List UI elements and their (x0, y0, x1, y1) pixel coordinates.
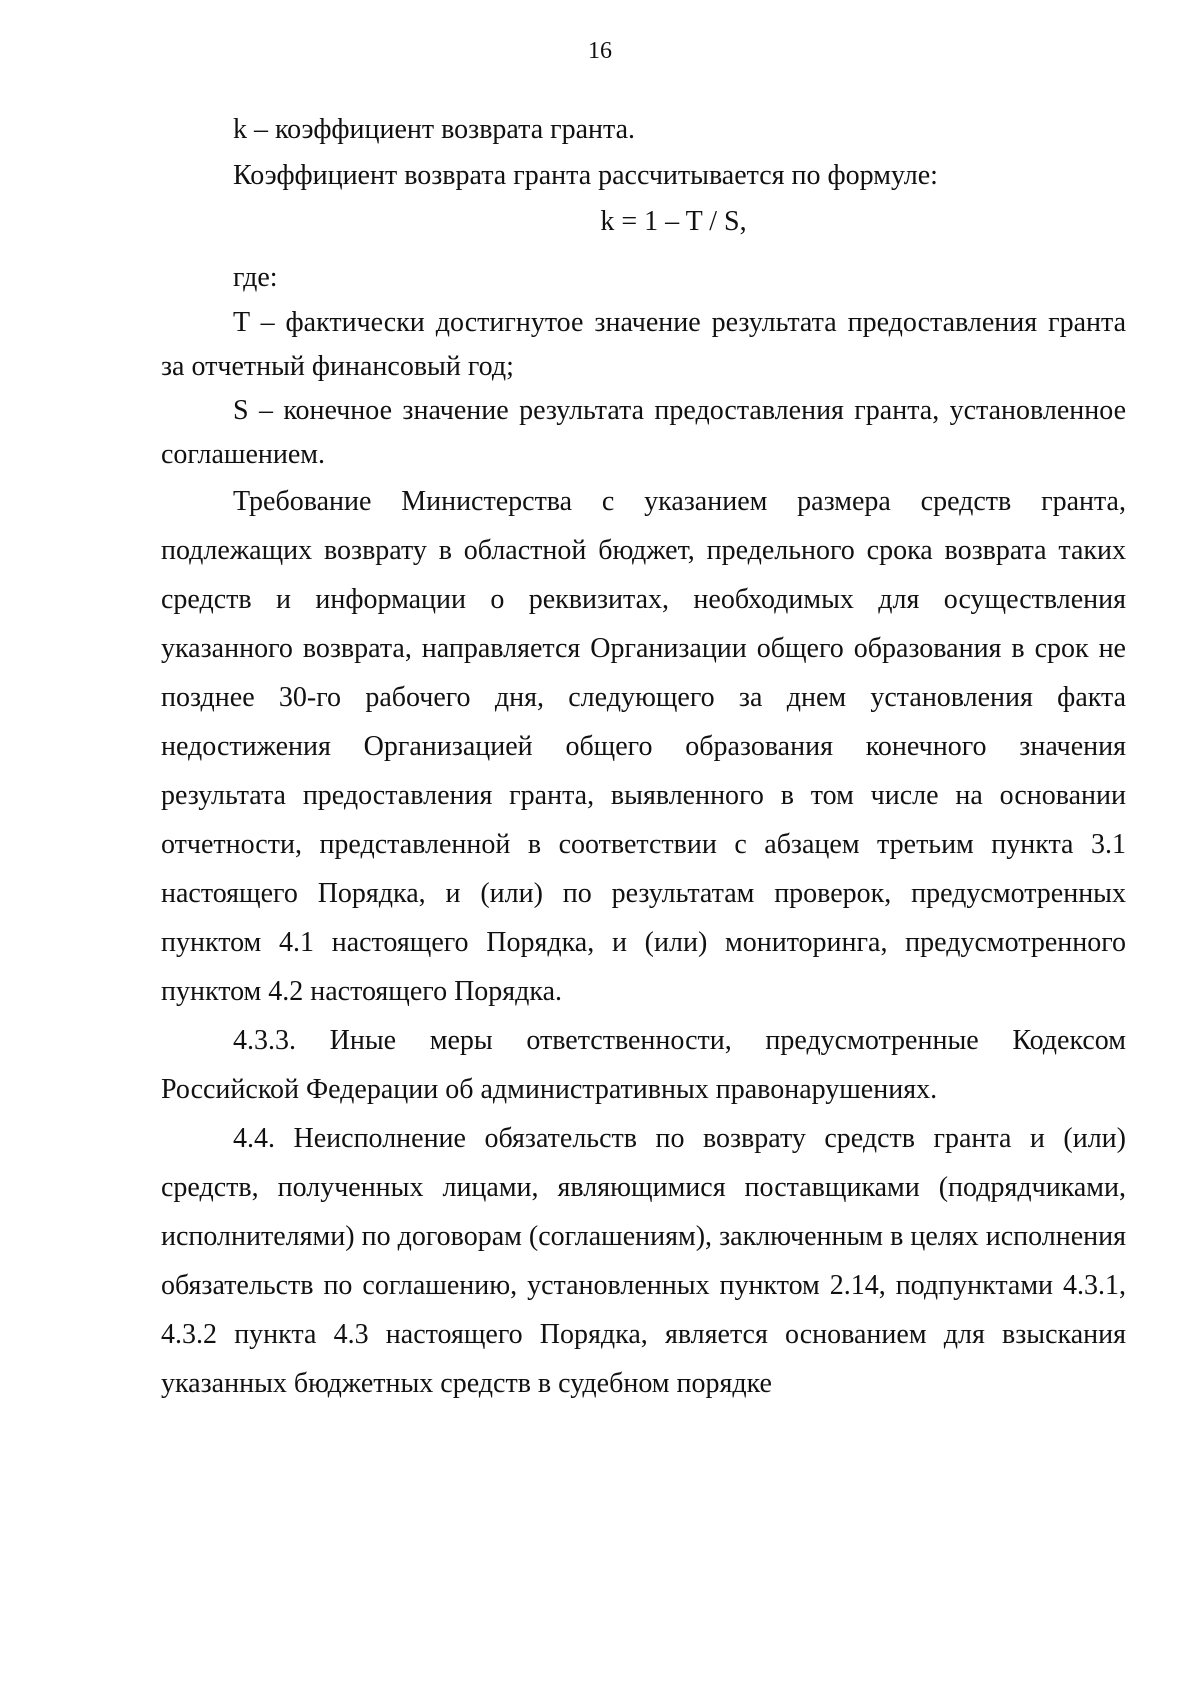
paragraph-s-definition: S – конечное значение результата предоставления гранта, установленное соглашением. (161, 395, 1126, 470)
paragraph-t-definition: T – фактически достигнутое значение результата предоставления гранта за отчетный финансовый год; (161, 307, 1126, 382)
page-number: 16 (588, 38, 612, 64)
formula: k = 1 – T / S, (600, 206, 747, 237)
paragraph-ministry-requirement: Требование Министерства с указанием размера средств гранта, подлежащих возврату в областной бюджет, предельного срока возврата таких средств и информации о реквизитах, необходимых для осуществления указанного возврата, направляется Организации общего образования в срок не позднее 30-го рабочего дня, следующего за днем установления факта недостижения Организацией общего образования конечного значения результата предоставления гранта, выявленного в том числе на основании отчетности, представленной в соответствии с абзацем третьим пункта 3.1 настоящего Порядка, и (или) по результатам проверок, предусмотренных пунктом 4.1 настоящего Порядка, и (или) мониторинга, предусмотренного пунктом 4.2 настоящего Порядка. (161, 486, 1126, 1007)
paragraph-formula-intro: Коэффициент возврата гранта рассчитывается по формуле: (233, 160, 938, 191)
paragraph-where: где: (233, 262, 278, 293)
paragraph-4-4: 4.4. Неисполнение обязательств по возврату средств гранта и (или) средств, полученных лицами, являющимися поставщиками (подрядчиками, исполнителями) по договорам (соглашениям), заключенным в целях исполнения обязательств по соглашению, установленных пунктом 2.14, подпунктами 4.3.1, 4.3.2 пункта 4.3 настоящего Порядка, является основанием для взыскания указанных бюджетных средств в судебном порядке (161, 1123, 1126, 1399)
paragraph-k-definition: k – коэффициент возврата гранта. (233, 114, 636, 145)
document-body (161, 107, 1126, 1408)
paragraph-4-3-3: 4.3.3. Иные меры ответственности, предусмотренные Кодексом Российской Федерации об административных правонарушениях. (161, 1025, 1126, 1105)
